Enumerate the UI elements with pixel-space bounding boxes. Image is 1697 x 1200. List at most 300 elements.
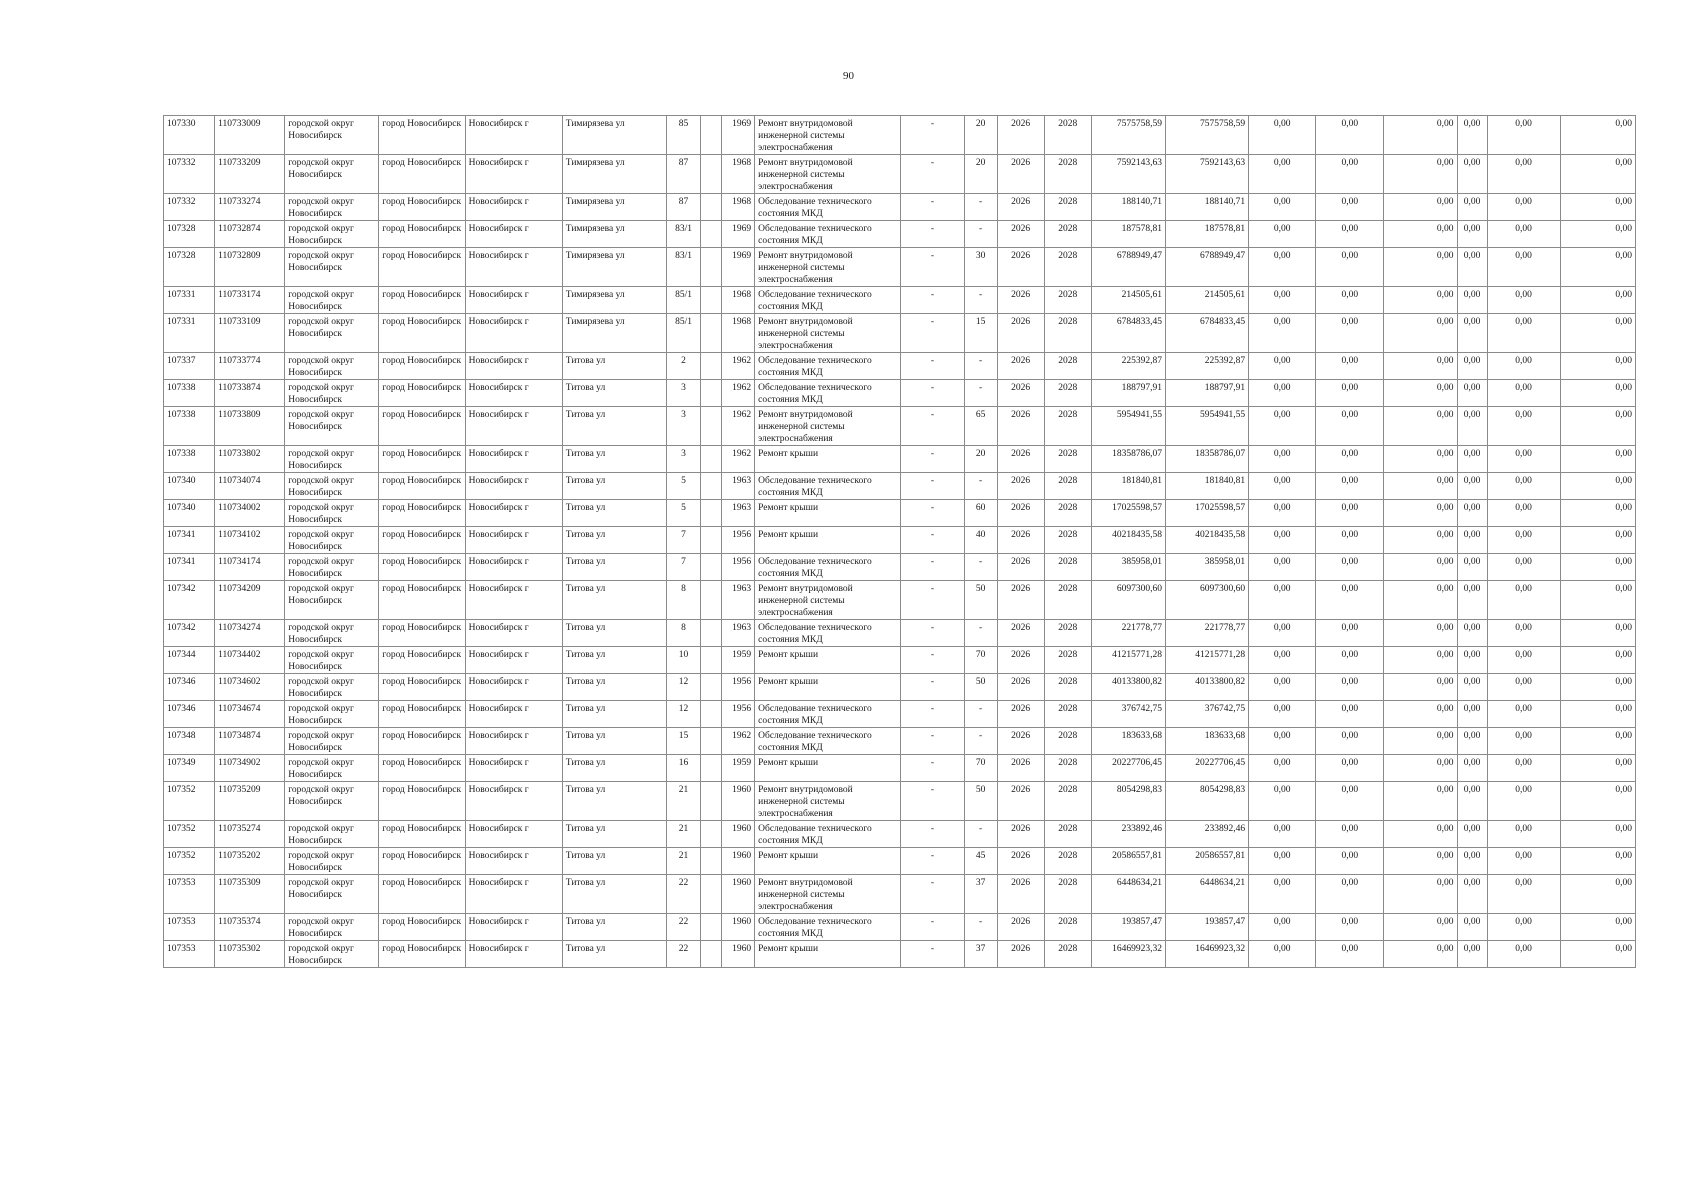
cell-building-letter: [701, 155, 722, 194]
cell-municipality: городской округ Новосибирск: [285, 527, 379, 554]
cell-house-number: 12: [666, 674, 700, 701]
cell-work-type: Ремонт крыши: [755, 755, 901, 782]
cell-total-cost: 5954941,55: [1091, 407, 1165, 446]
table-row: [164, 446, 1636, 473]
cell-house-number: 8: [666, 581, 700, 620]
cell-street: Титова ул: [562, 821, 666, 848]
cell-work-id: 110734209: [215, 581, 285, 620]
cell-building-letter: [701, 755, 722, 782]
cell-total-cost: 6097300,60: [1091, 581, 1165, 620]
cell-regional-funds: 0,00: [1316, 407, 1384, 446]
cell-other-funds-b: 0,00: [1560, 248, 1635, 287]
cell-street: Титова ул: [562, 647, 666, 674]
cell-work-type: Ремонт крыши: [755, 674, 901, 701]
cell-city: Новосибирск г: [465, 581, 562, 620]
cell-total-cost: 40218435,58: [1091, 527, 1165, 554]
cell-city: Новосибирск г: [465, 248, 562, 287]
cell-work-type: Обследование технического состояния МКД: [755, 221, 901, 248]
cell-fund-cost: 6784833,45: [1165, 314, 1248, 353]
cell-settlement: город Новосибирск: [379, 407, 465, 446]
cell-street: Тимирязева ул: [562, 116, 666, 155]
cell-wear-percent: -: [964, 353, 997, 380]
cell-work-type: Ремонт крыши: [755, 647, 901, 674]
cell-unit: -: [901, 941, 964, 968]
cell-local-funds: 0,00: [1384, 500, 1457, 527]
cell-building-letter: [701, 620, 722, 647]
cell-federal-funds: 0,00: [1249, 155, 1316, 194]
cell-unit: -: [901, 248, 964, 287]
cell-unit: -: [901, 380, 964, 407]
cell-city: Новосибирск г: [465, 155, 562, 194]
cell-city: Новосибирск г: [465, 782, 562, 821]
cell-municipality: городской округ Новосибирск: [285, 473, 379, 500]
cell-wear-percent: 37: [964, 875, 997, 914]
cell-other-funds-b: 0,00: [1560, 581, 1635, 620]
cell-year-built: 1960: [722, 782, 755, 821]
cell-work-type: Обследование технического состояния МКД: [755, 554, 901, 581]
cell-fund-cost: 187578,81: [1165, 221, 1248, 248]
table-row: [164, 620, 1636, 647]
cell-fund-cost: 41215771,28: [1165, 647, 1248, 674]
cell-work-id: 110734274: [215, 620, 285, 647]
cell-other-funds-a: 0,00: [1457, 554, 1487, 581]
cell-total-cost: 181840,81: [1091, 473, 1165, 500]
table-body: [164, 116, 1636, 968]
cell-street: Титова ул: [562, 527, 666, 554]
cell-settlement: город Новосибирск: [379, 287, 465, 314]
cell-fund-cost: 385958,01: [1165, 554, 1248, 581]
cell-work-id: 110734074: [215, 473, 285, 500]
table-row: [164, 116, 1636, 155]
cell-fund-cost: 214505,61: [1165, 287, 1248, 314]
cell-wear-percent: -: [964, 221, 997, 248]
cell-work-id: 110734402: [215, 647, 285, 674]
cell-year-end: 2028: [1044, 221, 1091, 248]
cell-building-letter: [701, 353, 722, 380]
cell-regional-funds: 0,00: [1316, 527, 1384, 554]
cell-local-funds: 0,00: [1384, 674, 1457, 701]
cell-work-id: 110733009: [215, 116, 285, 155]
cell-municipality: городской округ Новосибирск: [285, 755, 379, 782]
cell-year-end: 2028: [1044, 446, 1091, 473]
cell-fund-cost: 40133800,82: [1165, 674, 1248, 701]
cell-street: Тимирязева ул: [562, 221, 666, 248]
cell-wear-percent: 70: [964, 647, 997, 674]
cell-city: Новосибирск г: [465, 941, 562, 968]
cell-building-id: 107340: [164, 473, 215, 500]
cell-street: Тимирязева ул: [562, 248, 666, 287]
cell-year-built: 1968: [722, 194, 755, 221]
cell-municipality: городской округ Новосибирск: [285, 248, 379, 287]
cell-wear-percent: 20: [964, 446, 997, 473]
cell-work-id: 110734102: [215, 527, 285, 554]
cell-other-funds-b: 0,00: [1560, 407, 1635, 446]
cell-total-cost: 41215771,28: [1091, 647, 1165, 674]
cell-work-id: 110735302: [215, 941, 285, 968]
cell-other-funds-b: 0,00: [1560, 647, 1635, 674]
cell-owner-funds: 0,00: [1487, 581, 1560, 620]
cell-year-start: 2026: [997, 194, 1044, 221]
cell-local-funds: 0,00: [1384, 701, 1457, 728]
cell-total-cost: 17025598,57: [1091, 500, 1165, 527]
cell-wear-percent: 45: [964, 848, 997, 875]
cell-federal-funds: 0,00: [1249, 821, 1316, 848]
cell-year-end: 2028: [1044, 314, 1091, 353]
table-row: [164, 380, 1636, 407]
cell-settlement: город Новосибирск: [379, 674, 465, 701]
cell-year-built: 1962: [722, 407, 755, 446]
cell-work-id: 110733874: [215, 380, 285, 407]
cell-work-id: 110734002: [215, 500, 285, 527]
cell-street: Титова ул: [562, 848, 666, 875]
cell-other-funds-a: 0,00: [1457, 446, 1487, 473]
cell-total-cost: 20586557,81: [1091, 848, 1165, 875]
cell-city: Новосибирск г: [465, 314, 562, 353]
cell-wear-percent: 37: [964, 941, 997, 968]
cell-city: Новосибирск г: [465, 914, 562, 941]
cell-building-letter: [701, 116, 722, 155]
cell-building-letter: [701, 554, 722, 581]
cell-other-funds-a: 0,00: [1457, 221, 1487, 248]
cell-house-number: 21: [666, 782, 700, 821]
cell-year-start: 2026: [997, 848, 1044, 875]
cell-year-start: 2026: [997, 755, 1044, 782]
cell-owner-funds: 0,00: [1487, 194, 1560, 221]
cell-building-id: 107328: [164, 221, 215, 248]
cell-other-funds-a: 0,00: [1457, 620, 1487, 647]
cell-building-id: 107338: [164, 407, 215, 446]
cell-unit: -: [901, 821, 964, 848]
cell-settlement: город Новосибирск: [379, 647, 465, 674]
cell-city: Новосибирск г: [465, 821, 562, 848]
cell-federal-funds: 0,00: [1249, 674, 1316, 701]
cell-owner-funds: 0,00: [1487, 500, 1560, 527]
cell-fund-cost: 7575758,59: [1165, 116, 1248, 155]
cell-federal-funds: 0,00: [1249, 875, 1316, 914]
cell-city: Новосибирск г: [465, 500, 562, 527]
cell-total-cost: 188797,91: [1091, 380, 1165, 407]
cell-federal-funds: 0,00: [1249, 554, 1316, 581]
cell-unit: -: [901, 620, 964, 647]
table-row: [164, 155, 1636, 194]
cell-year-built: 1959: [722, 755, 755, 782]
cell-local-funds: 0,00: [1384, 194, 1457, 221]
cell-settlement: город Новосибирск: [379, 914, 465, 941]
cell-regional-funds: 0,00: [1316, 821, 1384, 848]
cell-total-cost: 7575758,59: [1091, 116, 1165, 155]
cell-year-start: 2026: [997, 647, 1044, 674]
cell-building-letter: [701, 194, 722, 221]
cell-owner-funds: 0,00: [1487, 701, 1560, 728]
cell-municipality: городской округ Новосибирск: [285, 674, 379, 701]
cell-house-number: 10: [666, 647, 700, 674]
cell-unit: -: [901, 353, 964, 380]
cell-street: Тимирязева ул: [562, 287, 666, 314]
cell-federal-funds: 0,00: [1249, 728, 1316, 755]
cell-local-funds: 0,00: [1384, 782, 1457, 821]
cell-settlement: город Новосибирск: [379, 620, 465, 647]
cell-local-funds: 0,00: [1384, 620, 1457, 647]
cell-total-cost: 6784833,45: [1091, 314, 1165, 353]
cell-street: Титова ул: [562, 941, 666, 968]
cell-year-start: 2026: [997, 875, 1044, 914]
table-row: [164, 314, 1636, 353]
cell-building-id: 107346: [164, 674, 215, 701]
cell-other-funds-b: 0,00: [1560, 554, 1635, 581]
cell-fund-cost: 7592143,63: [1165, 155, 1248, 194]
cell-street: Титова ул: [562, 473, 666, 500]
cell-regional-funds: 0,00: [1316, 248, 1384, 287]
cell-city: Новосибирск г: [465, 221, 562, 248]
cell-work-id: 110734602: [215, 674, 285, 701]
cell-year-end: 2028: [1044, 194, 1091, 221]
cell-work-id: 110735209: [215, 782, 285, 821]
cell-year-start: 2026: [997, 620, 1044, 647]
table-row: [164, 581, 1636, 620]
cell-city: Новосибирск г: [465, 527, 562, 554]
cell-year-end: 2028: [1044, 527, 1091, 554]
cell-year-end: 2028: [1044, 287, 1091, 314]
cell-other-funds-a: 0,00: [1457, 407, 1487, 446]
cell-municipality: городской округ Новосибирск: [285, 581, 379, 620]
cell-fund-cost: 8054298,83: [1165, 782, 1248, 821]
cell-year-built: 1960: [722, 914, 755, 941]
cell-year-end: 2028: [1044, 728, 1091, 755]
cell-other-funds-b: 0,00: [1560, 446, 1635, 473]
cell-federal-funds: 0,00: [1249, 620, 1316, 647]
cell-year-start: 2026: [997, 446, 1044, 473]
cell-city: Новосибирск г: [465, 380, 562, 407]
cell-work-id: 110733174: [215, 287, 285, 314]
cell-year-built: 1963: [722, 473, 755, 500]
cell-year-built: 1963: [722, 620, 755, 647]
cell-fund-cost: 221778,77: [1165, 620, 1248, 647]
cell-year-end: 2028: [1044, 155, 1091, 194]
cell-unit: -: [901, 155, 964, 194]
table-row: [164, 248, 1636, 287]
cell-other-funds-a: 0,00: [1457, 701, 1487, 728]
cell-year-end: 2028: [1044, 116, 1091, 155]
cell-building-id: 107341: [164, 527, 215, 554]
cell-year-built: 1969: [722, 221, 755, 248]
cell-wear-percent: 50: [964, 674, 997, 701]
cell-work-id: 110734902: [215, 755, 285, 782]
cell-year-end: 2028: [1044, 755, 1091, 782]
cell-street: Титова ул: [562, 500, 666, 527]
cell-settlement: город Новосибирск: [379, 755, 465, 782]
cell-work-type: Обследование технического состояния МКД: [755, 287, 901, 314]
cell-regional-funds: 0,00: [1316, 782, 1384, 821]
cell-total-cost: 16469923,32: [1091, 941, 1165, 968]
cell-wear-percent: -: [964, 701, 997, 728]
cell-work-type: Обследование технического состояния МКД: [755, 620, 901, 647]
cell-other-funds-b: 0,00: [1560, 914, 1635, 941]
cell-year-start: 2026: [997, 527, 1044, 554]
cell-other-funds-a: 0,00: [1457, 353, 1487, 380]
cell-regional-funds: 0,00: [1316, 287, 1384, 314]
cell-building-id: 107332: [164, 155, 215, 194]
cell-year-end: 2028: [1044, 674, 1091, 701]
cell-fund-cost: 193857,47: [1165, 914, 1248, 941]
cell-other-funds-b: 0,00: [1560, 473, 1635, 500]
cell-federal-funds: 0,00: [1249, 527, 1316, 554]
cell-other-funds-b: 0,00: [1560, 875, 1635, 914]
cell-house-number: 15: [666, 728, 700, 755]
cell-settlement: город Новосибирск: [379, 500, 465, 527]
cell-settlement: город Новосибирск: [379, 848, 465, 875]
cell-other-funds-a: 0,00: [1457, 287, 1487, 314]
table-row: [164, 407, 1636, 446]
cell-building-id: 107331: [164, 287, 215, 314]
cell-settlement: город Новосибирск: [379, 353, 465, 380]
cell-settlement: город Новосибирск: [379, 446, 465, 473]
cell-building-letter: [701, 500, 722, 527]
cell-unit: -: [901, 446, 964, 473]
cell-work-type: Обследование технического состояния МКД: [755, 728, 901, 755]
cell-city: Новосибирск г: [465, 446, 562, 473]
table-row: [164, 728, 1636, 755]
cell-regional-funds: 0,00: [1316, 914, 1384, 941]
cell-building-id: 107346: [164, 701, 215, 728]
cell-building-letter: [701, 314, 722, 353]
cell-building-letter: [701, 875, 722, 914]
cell-year-start: 2026: [997, 914, 1044, 941]
cell-other-funds-a: 0,00: [1457, 116, 1487, 155]
cell-federal-funds: 0,00: [1249, 581, 1316, 620]
cell-other-funds-b: 0,00: [1560, 500, 1635, 527]
cell-street: Титова ул: [562, 581, 666, 620]
cell-unit: -: [901, 848, 964, 875]
cell-year-built: 1956: [722, 674, 755, 701]
cell-total-cost: 376742,75: [1091, 701, 1165, 728]
cell-year-built: 1962: [722, 446, 755, 473]
cell-regional-funds: 0,00: [1316, 500, 1384, 527]
cell-street: Тимирязева ул: [562, 155, 666, 194]
cell-year-start: 2026: [997, 248, 1044, 287]
cell-other-funds-b: 0,00: [1560, 728, 1635, 755]
cell-unit: -: [901, 674, 964, 701]
cell-year-built: 1963: [722, 500, 755, 527]
cell-regional-funds: 0,00: [1316, 473, 1384, 500]
cell-wear-percent: 50: [964, 581, 997, 620]
cell-municipality: городской округ Новосибирск: [285, 728, 379, 755]
cell-unit: -: [901, 527, 964, 554]
cell-owner-funds: 0,00: [1487, 446, 1560, 473]
cell-owner-funds: 0,00: [1487, 647, 1560, 674]
cell-regional-funds: 0,00: [1316, 941, 1384, 968]
cell-owner-funds: 0,00: [1487, 728, 1560, 755]
cell-city: Новосибирск г: [465, 194, 562, 221]
cell-building-id: 107340: [164, 500, 215, 527]
cell-year-built: 1956: [722, 701, 755, 728]
cell-owner-funds: 0,00: [1487, 473, 1560, 500]
cell-building-letter: [701, 728, 722, 755]
cell-house-number: 5: [666, 500, 700, 527]
cell-house-number: 83/1: [666, 221, 700, 248]
cell-other-funds-a: 0,00: [1457, 380, 1487, 407]
table-row: [164, 527, 1636, 554]
cell-building-id: 107348: [164, 728, 215, 755]
cell-owner-funds: 0,00: [1487, 755, 1560, 782]
cell-federal-funds: 0,00: [1249, 116, 1316, 155]
cell-building-letter: [701, 407, 722, 446]
cell-regional-funds: 0,00: [1316, 314, 1384, 353]
cell-wear-percent: 50: [964, 782, 997, 821]
cell-house-number: 7: [666, 554, 700, 581]
cell-work-type: Обследование технического состояния МКД: [755, 194, 901, 221]
cell-year-start: 2026: [997, 674, 1044, 701]
cell-house-number: 3: [666, 407, 700, 446]
cell-other-funds-a: 0,00: [1457, 527, 1487, 554]
cell-federal-funds: 0,00: [1249, 287, 1316, 314]
cell-building-letter: [701, 941, 722, 968]
cell-settlement: город Новосибирск: [379, 728, 465, 755]
cell-total-cost: 6788949,47: [1091, 248, 1165, 287]
cell-other-funds-a: 0,00: [1457, 941, 1487, 968]
cell-regional-funds: 0,00: [1316, 875, 1384, 914]
cell-other-funds-b: 0,00: [1560, 941, 1635, 968]
cell-work-id: 110732809: [215, 248, 285, 287]
cell-owner-funds: 0,00: [1487, 554, 1560, 581]
cell-year-end: 2028: [1044, 581, 1091, 620]
cell-local-funds: 0,00: [1384, 821, 1457, 848]
cell-street: Титова ул: [562, 446, 666, 473]
cell-settlement: город Новосибирск: [379, 941, 465, 968]
cell-street: Тимирязева ул: [562, 314, 666, 353]
cell-unit: -: [901, 782, 964, 821]
cell-work-id: 110735274: [215, 821, 285, 848]
cell-city: Новосибирск г: [465, 848, 562, 875]
cell-local-funds: 0,00: [1384, 875, 1457, 914]
cell-year-built: 1960: [722, 941, 755, 968]
cell-work-type: Ремонт внутридомовой инженерной системы электроснабжения: [755, 581, 901, 620]
cell-other-funds-b: 0,00: [1560, 782, 1635, 821]
cell-local-funds: 0,00: [1384, 353, 1457, 380]
cell-building-id: 107332: [164, 194, 215, 221]
cell-year-end: 2028: [1044, 248, 1091, 287]
cell-local-funds: 0,00: [1384, 581, 1457, 620]
cell-work-id: 110735309: [215, 875, 285, 914]
cell-year-start: 2026: [997, 701, 1044, 728]
cell-federal-funds: 0,00: [1249, 380, 1316, 407]
cell-building-id: 107353: [164, 875, 215, 914]
cell-city: Новосибирск г: [465, 701, 562, 728]
table-row: [164, 554, 1636, 581]
cell-settlement: город Новосибирск: [379, 581, 465, 620]
cell-other-funds-b: 0,00: [1560, 755, 1635, 782]
cell-fund-cost: 16469923,32: [1165, 941, 1248, 968]
cell-work-type: Ремонт крыши: [755, 941, 901, 968]
cell-other-funds-a: 0,00: [1457, 647, 1487, 674]
cell-street: Титова ул: [562, 728, 666, 755]
cell-other-funds-b: 0,00: [1560, 527, 1635, 554]
cell-other-funds-a: 0,00: [1457, 914, 1487, 941]
cell-building-letter: [701, 446, 722, 473]
cell-wear-percent: -: [964, 554, 997, 581]
cell-house-number: 3: [666, 446, 700, 473]
cell-unit: -: [901, 314, 964, 353]
cell-regional-funds: 0,00: [1316, 194, 1384, 221]
cell-unit: -: [901, 194, 964, 221]
cell-house-number: 21: [666, 821, 700, 848]
cell-municipality: городской округ Новосибирск: [285, 701, 379, 728]
cell-owner-funds: 0,00: [1487, 407, 1560, 446]
cell-year-end: 2028: [1044, 701, 1091, 728]
cell-building-id: 107328: [164, 248, 215, 287]
cell-other-funds-a: 0,00: [1457, 155, 1487, 194]
cell-settlement: город Новосибирск: [379, 248, 465, 287]
cell-year-built: 1956: [722, 554, 755, 581]
